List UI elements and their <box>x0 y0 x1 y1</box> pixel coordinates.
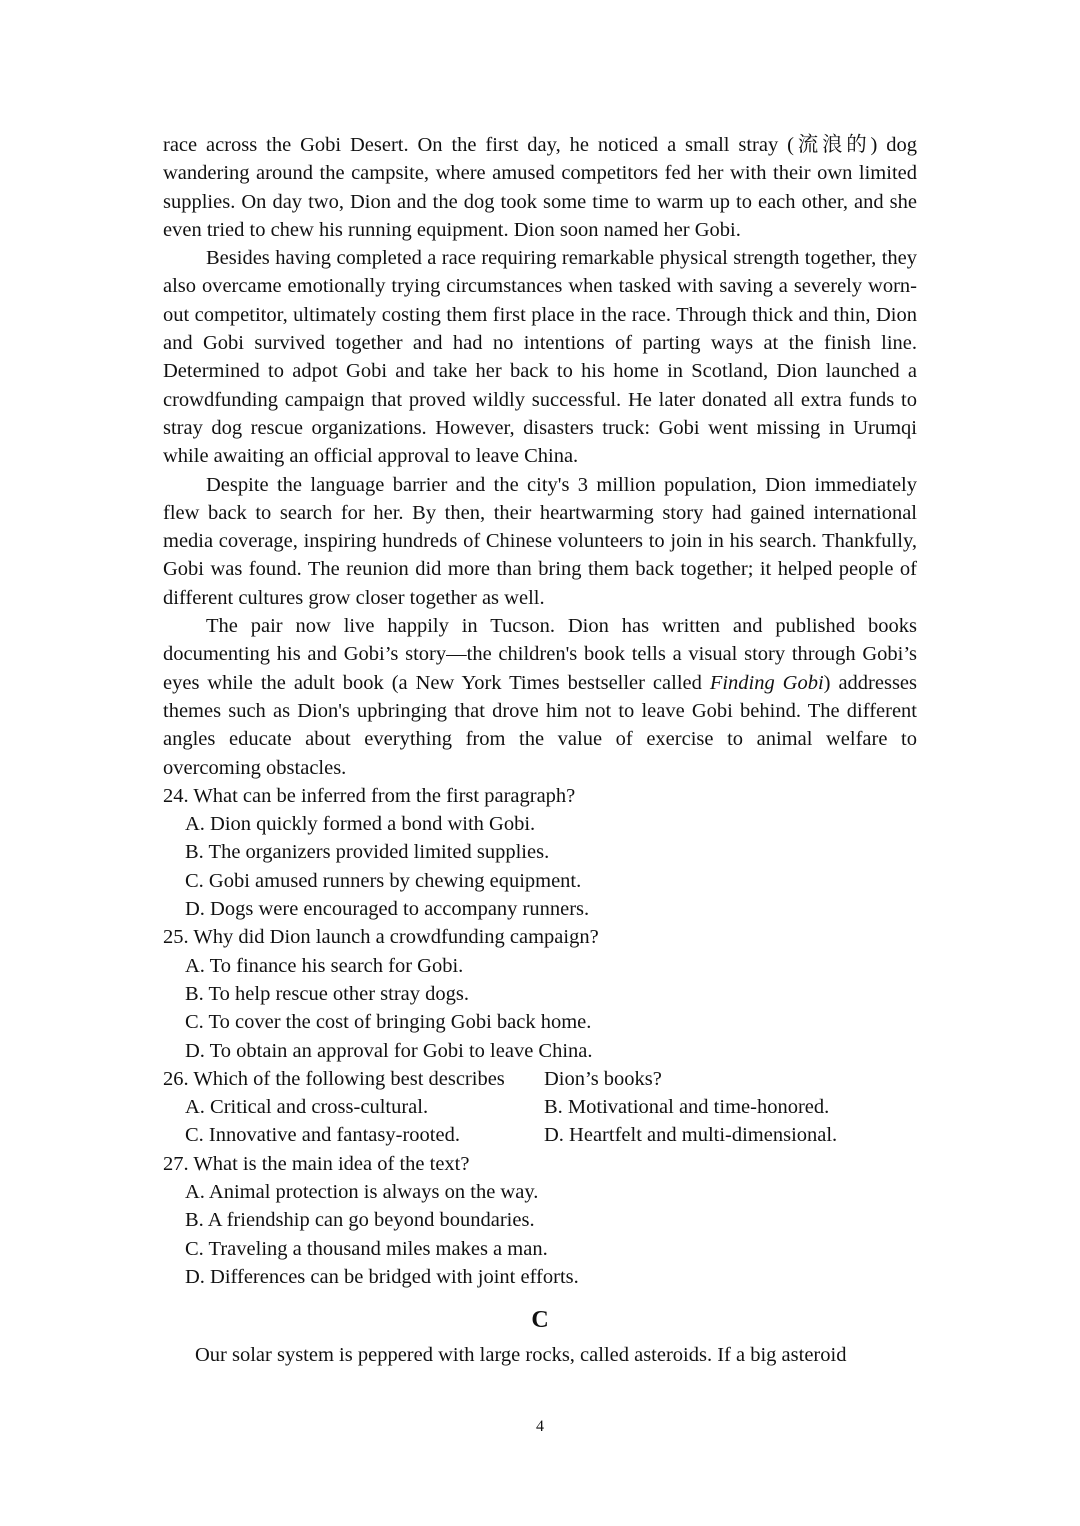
question-25 <box>163 923 917 1064</box>
question-25-option-d: D. To obtain an approval for Gobi to leave China. <box>185 1039 593 1062</box>
passage-paragraph-3: Despite the language barrier and the city's 3 million population, Dion immediately flew back to search for her. By then, their heartwarming story had gained international media coverage, inspiring hundreds of Chinese volunteers to join in his search. Thankfully, Gobi was found. The reunion did more than bring them back together; it helped people of different cultures grow closer together as well. <box>163 473 917 609</box>
question-26-stem <box>163 1065 917 1093</box>
question-26-option-c: C. Innovative and fantasy-rooted. <box>185 1124 460 1147</box>
question-24-option-d: D. Dogs were encouraged to accompany runners. <box>185 898 590 921</box>
question-26 <box>163 1065 917 1150</box>
question-24-option-b: B. The organizers provided limited supplies. <box>185 841 550 864</box>
question-26-stem-part-1: 26. Which of the following best describes <box>163 1067 505 1090</box>
question-24-option-c: C. Gobi amused runners by chewing equipment. <box>185 869 582 892</box>
question-27-option-c: C. Traveling a thousand miles makes a man. <box>185 1237 548 1260</box>
question-27 <box>163 1150 917 1291</box>
question-26-stem-part-2: Dion’s books? <box>544 1067 662 1090</box>
question-24-option-a: A. Dion quickly formed a bond with Gobi. <box>185 813 536 836</box>
question-25-stem: 25. Why did Dion launch a crowdfunding campaign? <box>163 926 599 949</box>
passage-paragraph-2: Besides having completed a race requiring remarkable physical strength together, they also overcame emotionally trying circumstances when tasked with saving a severely worn-out competitor, ultimately costing them first place in the race. Through thick and thin, Dion and Gobi survived together and had no intentions of parting ways at the finish line. Determined to adpot Gobi and take her back to his home in Scotland, Dion launched a crowdfunding campaign that proved wildly successful. He later donated all extra funds to stray dog rescue organizations. However, disasters truck: Gobi went missing in Urumqi while awaiting an official approval to leave China. <box>163 247 917 468</box>
question-25-option-c: C. To cover the cost of bringing Gobi back home. <box>185 1011 592 1034</box>
question-25-option-a: A. To finance his search for Gobi. <box>185 954 464 977</box>
question-24 <box>163 782 917 923</box>
question-26-option-d: D. Heartfelt and multi-dimensional. <box>544 1124 838 1147</box>
question-27-stem: 27. What is the main idea of the text? <box>163 1152 470 1175</box>
paragraph-4-text-before: The pair now live happily in Tucson. Dion has written and published books documenting his and Gobi’s story—the children's book tells a visual story through Gobi’s eyes while the adult book (a New York Times bestseller called <box>163 615 917 694</box>
book-title: Finding Gobi <box>709 671 824 694</box>
paragraph-4-text-after: ) addresses themes such as Dion's upbringing that drove him not to leave Gobi behind. The different angles educate about everything from the value of exercise to animal welfare to overcoming obstacles. <box>163 671 917 779</box>
section-c-heading: C <box>531 1307 549 1334</box>
question-27-option-a: A. Animal protection is always on the way. <box>185 1180 539 1203</box>
question-25-option-b: B. To help rescue other stray dogs. <box>185 982 469 1005</box>
page-number: 4 <box>536 1418 544 1435</box>
page-content <box>163 131 917 1369</box>
passage-paragraph-4 <box>163 612 917 782</box>
question-27-option-b: B. A friendship can go beyond boundaries. <box>185 1209 535 1232</box>
question-27-option-d: D. Differences can be bridged with joint efforts. <box>185 1265 579 1288</box>
question-24-stem: 24. What can be inferred from the first paragraph? <box>163 784 576 807</box>
passage-paragraph-1: race across the Gobi Desert. On the first day, he noticed a small stray (流浪的) dog wandering around the campsite, where amused competitors fed her with their own limited supplies. On day two, Dion and the dog took some time to warm up to each other, and she even tried to chew his running equipment. Dion soon named her Gobi. <box>163 134 917 241</box>
section-c-first-line: Our solar system is peppered with large rocks, called asteroids. If a big asteroid <box>195 1344 847 1367</box>
question-26-option-b: B. Motivational and time-honored. <box>544 1096 830 1119</box>
question-26-option-a: A. Critical and cross-cultural. <box>185 1096 429 1119</box>
question-26-options-row-2 <box>163 1121 917 1149</box>
question-26-options-row-1 <box>163 1093 917 1121</box>
